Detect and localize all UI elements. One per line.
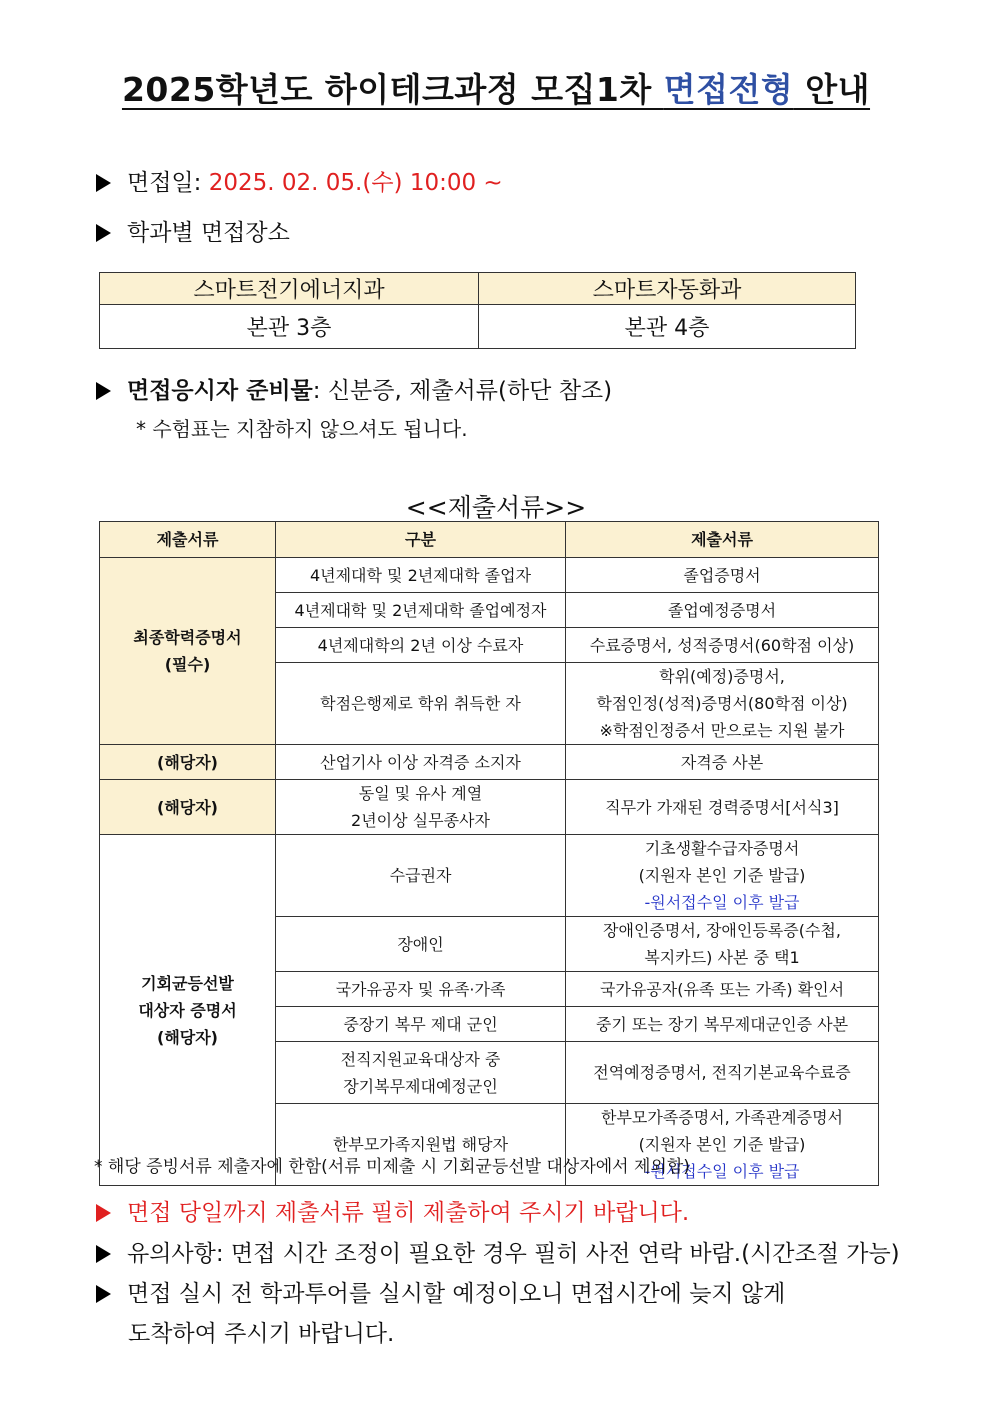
venue-header-dept2: 스마트자동화과 bbox=[479, 273, 856, 305]
title-part2: 안내 bbox=[793, 70, 871, 109]
venue-value-dept1: 본관 3층 bbox=[100, 305, 479, 349]
prep-value: : 신분증, 제출서류(하단 참조) bbox=[312, 378, 613, 404]
table-row bbox=[100, 745, 879, 780]
category-label: 최종학력증명서 bbox=[133, 628, 242, 647]
title-part1: 2025학년도 하이테크과정 모집1차 bbox=[121, 70, 664, 109]
bullet-triangle-red-icon bbox=[96, 1204, 111, 1222]
document-line: 복지카드) 사본 중 택1 bbox=[644, 948, 800, 967]
document-line: (지원자 본인 기준 발급) bbox=[638, 1135, 806, 1154]
table-footnote: * 해당 증빙서류 제출자에 한함(서류 미제출 시 기회균등선발 대상자에서 제외함) bbox=[94, 1157, 690, 1177]
document-line-blue: -원서접수일 이후 발급 bbox=[644, 1162, 800, 1181]
venue-header-dept1: 스마트전기에너지과 bbox=[100, 273, 479, 305]
notice-red-text: 면접 당일까지 제출서류 필히 제출하여 주시기 바랍니다. bbox=[127, 1200, 690, 1226]
title-underline bbox=[122, 70, 870, 109]
division-line: 장기복무제대예정군인 bbox=[343, 1076, 498, 1096]
document-line-blue: -원서접수일 이후 발급 bbox=[644, 893, 800, 912]
document-line: ※학점인정증서 만으로는 지원 불가 bbox=[599, 721, 845, 740]
document-cell: 국가유공자(유족 또는 가족) 확인서 bbox=[566, 972, 879, 1007]
interview-date-label: 면접일: bbox=[127, 170, 209, 196]
category-certificate: (해당자) bbox=[100, 745, 276, 780]
docs-table bbox=[99, 521, 879, 1186]
division-cell: 4년제대학의 2년 이상 수료자 bbox=[276, 628, 566, 663]
document-cell: 중기 또는 장기 복무제대군인증 사본 bbox=[566, 1007, 879, 1042]
bullet-triangle-icon bbox=[96, 174, 111, 192]
division-cell bbox=[276, 1042, 566, 1104]
table-row bbox=[100, 780, 879, 835]
table-row bbox=[100, 835, 879, 917]
venue-heading-line bbox=[96, 214, 290, 247]
document-cell: 졸업증명서 bbox=[566, 558, 879, 593]
document-cell bbox=[566, 663, 879, 745]
category-final-education bbox=[100, 558, 276, 745]
table-row bbox=[100, 558, 879, 593]
docs-header-category: 제출서류 bbox=[100, 522, 276, 558]
document-cell bbox=[566, 835, 879, 917]
prep-line bbox=[96, 372, 612, 405]
notice-caution-line bbox=[96, 1235, 900, 1268]
category-label: 대상자 증명서 bbox=[138, 1000, 237, 1020]
docs-header-row bbox=[100, 522, 879, 558]
bullet-triangle-icon bbox=[96, 1285, 111, 1303]
document-cell: 직무가 가재된 경력증명서[서식3] bbox=[566, 780, 879, 835]
prep-label: 면접응시자 준비물 bbox=[127, 378, 313, 404]
division-line: 2년이상 실무종사자 bbox=[351, 811, 490, 830]
division-cell: 산업기사 이상 자격증 소지자 bbox=[276, 745, 566, 780]
bullet-triangle-icon bbox=[96, 1245, 111, 1263]
bullet-triangle-icon bbox=[96, 382, 111, 400]
notice-caution-text: 유의사항: 면접 시간 조정이 필요한 경우 필히 사전 연락 바람.(시간조절 가능) bbox=[127, 1241, 900, 1267]
notice-tour-line bbox=[96, 1275, 785, 1308]
category-label: (필수) bbox=[164, 655, 211, 674]
division-cell: 장애인 bbox=[276, 917, 566, 972]
bullet-triangle-icon bbox=[96, 224, 111, 242]
document-line: 학위(예정)증명서, bbox=[659, 667, 785, 686]
document-line: 기초생활수급자증명서 bbox=[644, 839, 800, 858]
document-line: 한부모가족증명서, 가족관계증명서 bbox=[600, 1108, 843, 1127]
interview-date-value: 2025. 02. 05.(수) 10:00 ~ bbox=[208, 170, 503, 196]
notice-red-line bbox=[96, 1194, 689, 1227]
document-line: 장애인증명서, 장애인등록증(수첩, bbox=[603, 921, 841, 940]
prep-note: * 수험표는 지참하지 않으셔도 됩니다. bbox=[136, 417, 468, 441]
division-line: 전직지원교육대상자 중 bbox=[340, 1049, 501, 1069]
docs-title: <<제출서류>> bbox=[405, 493, 587, 522]
division-cell: 학점은행제로 학위 취득한 자 bbox=[276, 663, 566, 745]
document-line: 학점인정(성적)증명서(80학점 이상) bbox=[596, 694, 848, 713]
docs-header-documents: 제출서류 bbox=[566, 522, 879, 558]
document-cell bbox=[566, 917, 879, 972]
notice-tour-text-1: 면접 실시 전 학과투어를 실시할 예정이오니 면접시간에 늦지 않게 bbox=[127, 1281, 786, 1307]
venue-value-dept2: 본관 4층 bbox=[479, 305, 856, 349]
category-label: (해당자) bbox=[157, 1027, 218, 1047]
category-experience: (해당자) bbox=[100, 780, 276, 835]
division-cell: 중장기 복무 제대 군인 bbox=[276, 1007, 566, 1042]
division-line: 동일 및 유사 계열 bbox=[358, 784, 483, 803]
page-title bbox=[0, 64, 992, 111]
interview-date-line bbox=[96, 164, 503, 197]
document-cell: 수료증명서, 성적증명서(60학점 이상) bbox=[566, 628, 879, 663]
document-cell: 자격증 사본 bbox=[566, 745, 879, 780]
division-cell bbox=[276, 780, 566, 835]
division-cell: 수급권자 bbox=[276, 835, 566, 917]
division-cell: 국가유공자 및 유족·가족 bbox=[276, 972, 566, 1007]
division-cell: 4년제대학 및 2년제대학 졸업예정자 bbox=[276, 593, 566, 628]
venue-heading: 학과별 면접장소 bbox=[127, 220, 290, 246]
document-cell: 졸업예정증명서 bbox=[566, 593, 879, 628]
category-equal-opportunity bbox=[100, 835, 276, 1186]
division-cell: 한부모가족지원법 해당자 bbox=[276, 1104, 566, 1186]
docs-header-division: 구분 bbox=[276, 522, 566, 558]
title-highlight: 면접전형 bbox=[663, 70, 794, 109]
notice-tour-text-2: 도착하여 주시기 바랍니다. bbox=[128, 1321, 395, 1347]
division-cell: 4년제대학 및 2년제대학 졸업자 bbox=[276, 558, 566, 593]
document-line: (지원자 본인 기준 발급) bbox=[638, 866, 806, 885]
category-label: 기회균등선발 bbox=[141, 973, 234, 993]
document-cell: 전역예정증명서, 전직기본교육수료증 bbox=[566, 1042, 879, 1104]
venue-table bbox=[99, 272, 856, 349]
